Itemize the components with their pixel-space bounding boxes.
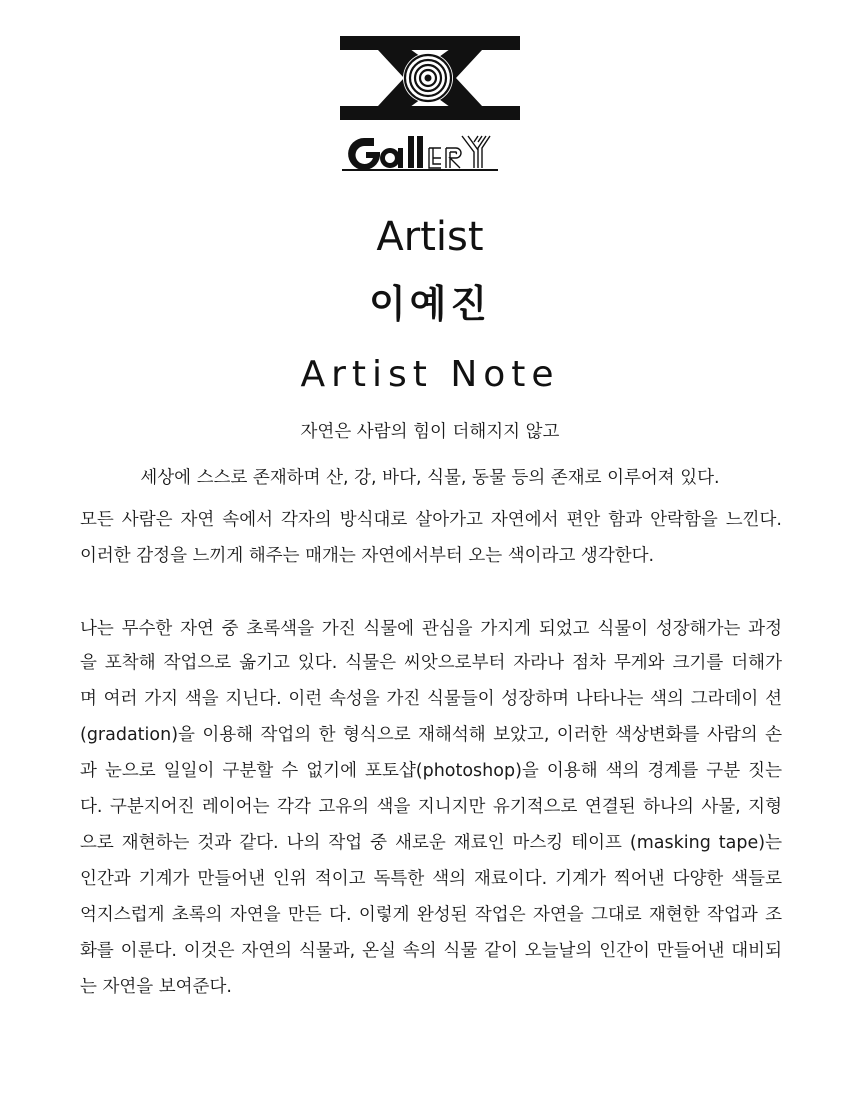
text-line: 과 눈으로 일일이 구분할 수 없기에 포토샵(photoshop)을 이용해 색의 경계를 구분 짓는 [80, 761, 782, 781]
gallery-logo-icon [336, 32, 524, 180]
text-line: 다. 구분지어진 레이어는 각각 고유의 색을 지니지만 유기적으로 연결된 하나의 사물, 지형 [80, 797, 782, 817]
intro-line: 세상에 스스로 존재하며 산, 강, 바다, 식물, 동물 등의 존재로 이루어져 있다. [140, 468, 720, 488]
text-line: 는 자연을 보여준다. [80, 977, 232, 997]
artist-label: Artist [376, 214, 484, 260]
artist-note-title: Artist Note [300, 354, 560, 395]
text-line: (gradation)을 이용해 작업의 한 형식으로 재해석해 보았고, 이러한 색상변화를 사람의 손 [80, 725, 782, 745]
gallery-logo [336, 32, 524, 180]
text-line: 인간과 기계가 만들어낸 인위 적이고 독특한 색의 재료이다. 기계가 찍어낸 다양한 색들로 [80, 869, 782, 889]
text-line: 이러한 감정을 느끼게 해주는 매개는 자연에서부터 오는 색이라고 생각한다. [80, 546, 655, 566]
intro-line: 자연은 사람의 힘이 더해지지 않고 [300, 422, 560, 442]
text-line: 화를 이룬다. 이것은 자연의 식물과, 온실 속의 식물 같이 오늘날의 인간이 만들어낸 대비되 [80, 941, 782, 961]
text-line: 나는 무수한 자연 중 초록색을 가진 식물에 관심을 가지게 되었고 식물이 성장해가는 과정 [80, 619, 782, 639]
text-line: 며 여러 가지 색을 지닌다. 이런 속성을 가진 식물들이 성장하며 나타나는 색의 그라데이 션 [80, 689, 782, 709]
text-line: 으로 재현하는 것과 같다. 나의 작업 중 새로운 재료인 마스킹 테이프 (masking tape)는 [80, 833, 782, 853]
artist-name: 이예진 [368, 282, 492, 326]
text-line: 을 포착해 작업으로 옮기고 있다. 식물은 씨앗으로부터 자라나 점차 무게와 크기를 더해가 [80, 653, 782, 673]
text-line: 모든 사람은 자연 속에서 각자의 방식대로 살아가고 자연에서 편안 함과 안락함을 느낀다. [80, 510, 782, 530]
text-line: 억지스럽게 초록의 자연을 만든 다. 이렇게 완성된 작업은 자연을 그대로 재현한 작업과 조 [80, 905, 782, 925]
